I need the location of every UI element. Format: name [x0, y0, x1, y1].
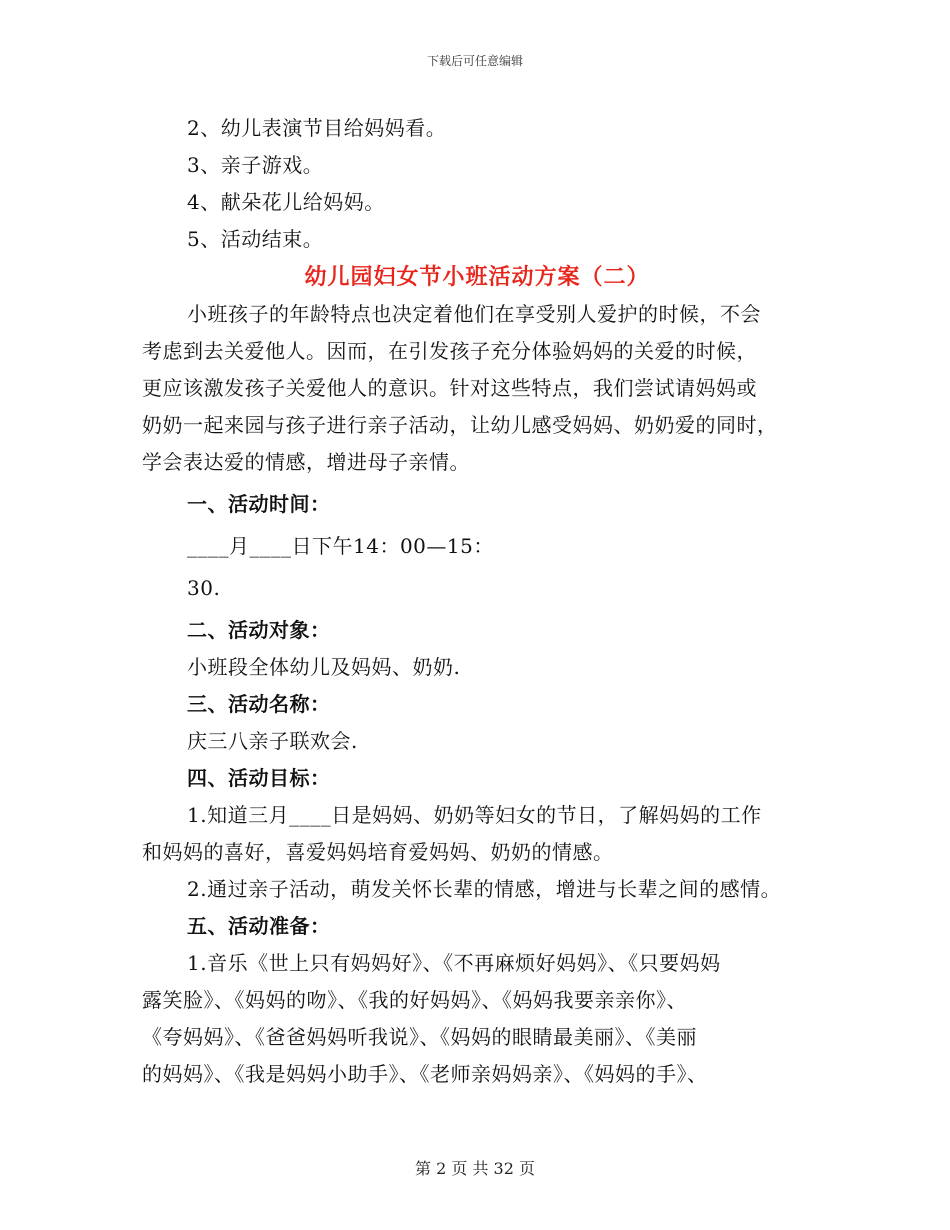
- section-heading-name: 三、活动名称：: [187, 692, 331, 716]
- preparation-line: 《夸妈妈》、《爸爸妈妈听我说》、《妈妈的眼睛最美丽》、《美丽: [142, 1025, 697, 1049]
- section-heading-goals: 四、活动目标：: [187, 766, 331, 790]
- intro-paragraph-line: 考虑到去关爱他人。因而，在引发孩子充分体验妈妈的关爱的时候，: [142, 339, 757, 363]
- list-item: 4、献朵花儿给妈妈。: [187, 190, 385, 214]
- header-note: 下载后可任意编辑: [426, 54, 523, 68]
- intro-paragraph-line: 小班孩子的年龄特点也决定着他们在享受别人爱护的时候，不会: [187, 302, 761, 326]
- intro-paragraph-line: 奶奶一起来园与孩子进行亲子活动，让幼儿感受妈妈、奶奶爱的同时，: [142, 413, 778, 437]
- preparation-line: 露笑脸》、《妈妈的吻》、《我的好妈妈》、《妈妈我要亲亲你》、: [142, 988, 687, 1012]
- intro-paragraph-line: 学会表达爱的情感，增进母子亲情。: [142, 450, 470, 474]
- page-number: 第 2 页 共 32 页: [415, 1159, 535, 1178]
- activity-target-text: 小班段全体幼儿及妈妈、奶奶.: [187, 655, 461, 679]
- preparation-line: 1.音乐《世上只有妈妈好》、《不再麻烦好妈妈》、《只要妈妈: [187, 951, 721, 975]
- activity-name-text: 庆三八亲子联欢会.: [187, 729, 358, 753]
- section-heading-preparation: 五、活动准备：: [187, 914, 331, 938]
- section-heading-time: 一、活动时间：: [187, 492, 331, 516]
- preparation-line: 的妈妈》、《我是妈妈小助手》、《老师亲妈妈亲》、《妈妈的手》、: [142, 1062, 708, 1086]
- goal-2-line: 2.通过亲子活动，萌发关怀长辈的情感，增进与长辈之间的感情。: [187, 877, 782, 901]
- goal-1-line: 1.知道三月____日是妈妈、奶奶等妇女的节日，了解妈妈的工作: [187, 803, 762, 827]
- list-item: 2、幼儿表演节目给妈妈看。: [187, 116, 447, 140]
- document-body: [142, 110, 812, 1093]
- goal-1-line: 和妈妈的喜好，喜爱妈妈培育爱妈妈、奶奶的情感。: [142, 840, 614, 864]
- list-item: 3、亲子游戏。: [187, 153, 324, 177]
- activity-time-line: 30.: [187, 576, 221, 600]
- activity-time-line: ____月____日下午14：00—15：: [187, 534, 494, 558]
- intro-paragraph-line: 更应该激发孩子关爱他人的意识。针对这些特点，我们尝试请妈妈或: [142, 376, 757, 400]
- section-heading-target: 二、活动对象：: [187, 618, 331, 642]
- document-title: 幼儿园妇女节小班活动方案（二）: [304, 264, 650, 290]
- list-item: 5、活动结束。: [187, 227, 324, 251]
